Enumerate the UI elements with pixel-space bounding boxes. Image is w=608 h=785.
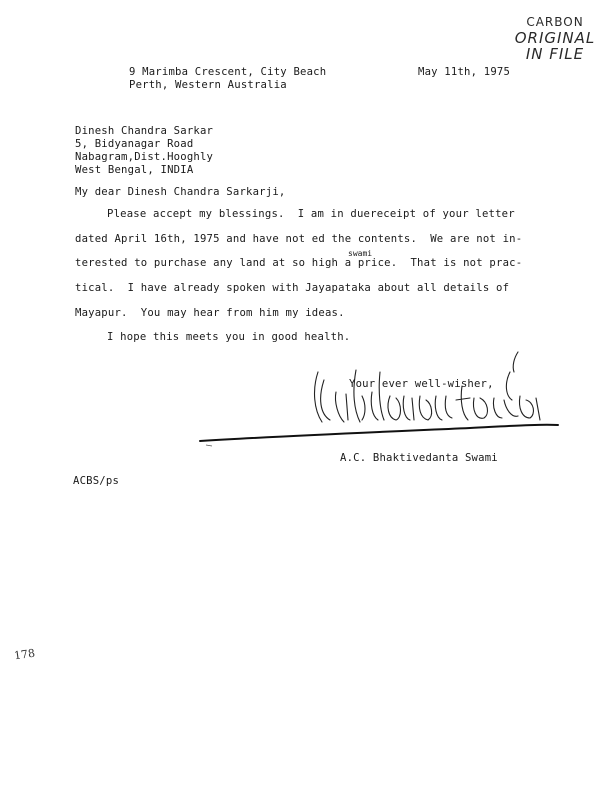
recipient-name: Dinesh Chandra Sarkar <box>75 125 214 137</box>
body-line-1: Please accept my blessings. I am in duereceipt of your letter <box>107 208 515 220</box>
letter-date: May 11th, 1975 <box>418 66 511 78</box>
stamp-line-2: ORIGINAL <box>514 29 596 47</box>
body-line-3: terested to purchase any land at so high a price. That is not prac- <box>75 257 523 269</box>
typist-initials: ACBS/ps <box>73 475 120 487</box>
closing: Your ever well-wisher, <box>349 378 494 390</box>
body-line-4: tical. I have already spoken with Jayapataka about all details of <box>75 282 510 294</box>
salutation: My dear Dinesh Chandra Sarkarji, <box>75 186 286 198</box>
signatory-name: A.C. Bhaktivedanta Swami <box>340 452 498 464</box>
stamp-line-1: CARBON <box>526 15 584 29</box>
sender-address-line-1: 9 Marimba Crescent, City Beach <box>129 66 327 78</box>
body-line-2: dated April 16th, 1975 and have not ed the contents. We are not in- <box>75 233 523 245</box>
swami-insertion: swami <box>348 249 373 258</box>
body-line-6: I hope this meets you in good health. <box>107 331 351 343</box>
recipient-address-line-2: Nabagram,Dist.Hooghly <box>75 151 214 163</box>
recipient-address-line-3: West Bengal, INDIA <box>75 164 194 176</box>
stamp-line-3: IN FILE <box>525 45 585 63</box>
handwritten-margin-note: 178 <box>13 646 36 663</box>
recipient-address-line-1: 5, Bidyanagar Road <box>75 138 194 150</box>
sender-address-line-2: Perth, Western Australia <box>129 79 287 91</box>
body-line-5: Mayapur. You may hear from him my ideas. <box>75 307 345 319</box>
